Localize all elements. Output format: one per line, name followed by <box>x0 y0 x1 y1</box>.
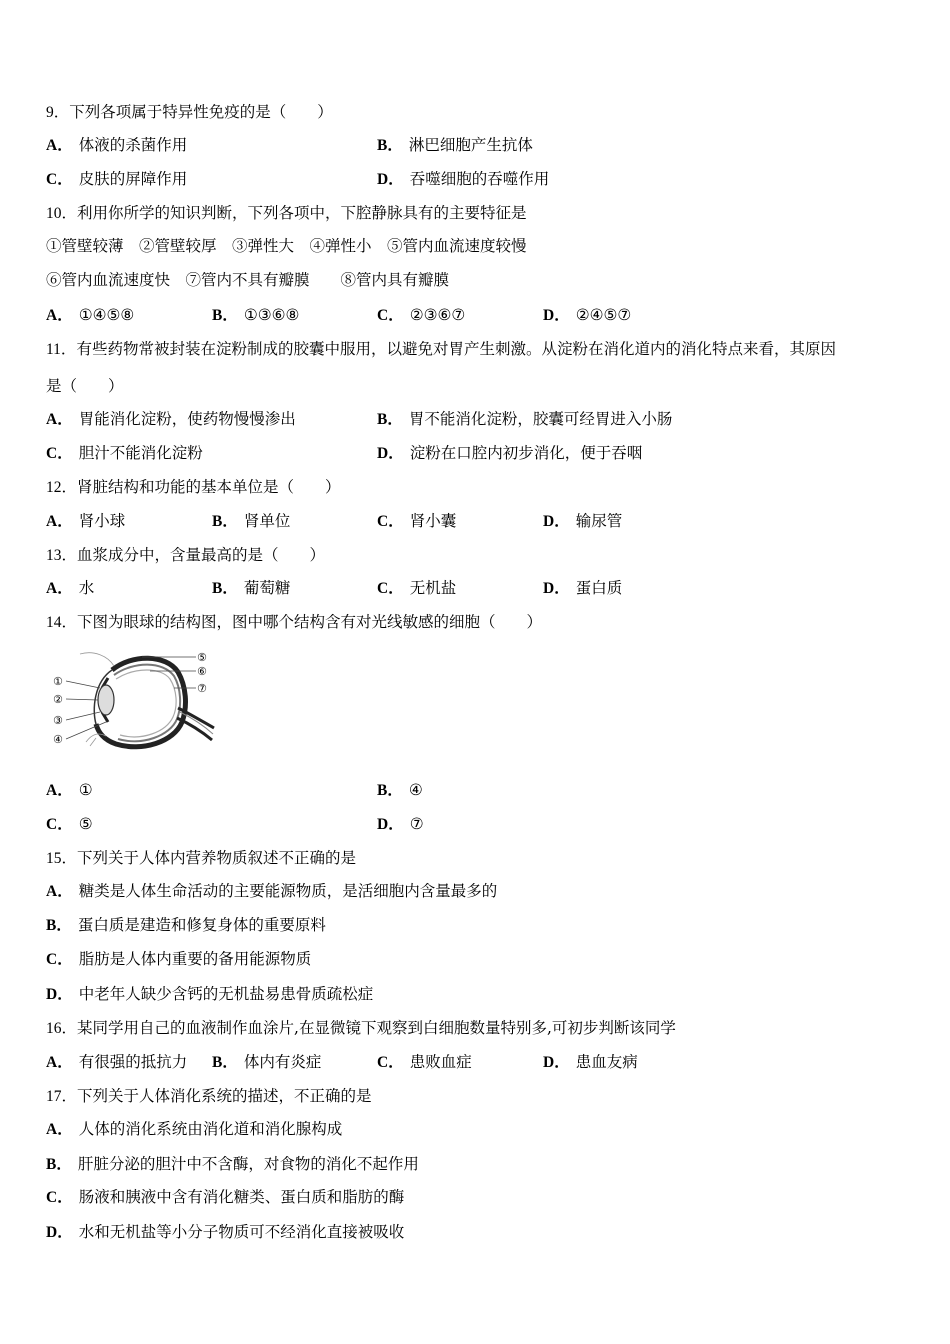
q11-stem: 11．有些药物常被封装在淀粉制成的胶囊中服用，以避免对胃产生刺激。从淀粉在消化道内的消化特点来看，其原因 <box>46 340 836 358</box>
q13-option-c[interactable]: C． 无机盐 <box>377 579 457 597</box>
q12-option-c[interactable]: C． 肾小囊 <box>377 512 457 530</box>
q10-features-line1: ①管壁较薄 ②管壁较厚 ③弹性大 ④弹性小 ⑤管内血流速度较慢 <box>46 237 527 255</box>
eye-label-5: ⑤ <box>197 651 207 664</box>
q14-option-c[interactable]: C． ⑤ <box>46 815 93 833</box>
q16-stem: 16．某同学用自己的血液制作血涂片,在显微镜下观察到白细胞数量特别多,可初步判断该同学 <box>46 1019 676 1037</box>
q16-option-d[interactable]: D． 患血友病 <box>543 1053 638 1071</box>
eyeball-diagram <box>50 648 215 754</box>
q11-stem-cont: 是（ ） <box>46 377 124 395</box>
q17-option-c[interactable]: C． 肠液和胰液中含有消化糖类、蛋白质和脂肪的酶 <box>46 1188 405 1206</box>
q10-features-line2: ⑥管内血流速度快 ⑦管内不具有瓣膜 ⑧管内具有瓣膜 <box>46 271 450 289</box>
eye-label-4: ④ <box>53 733 63 746</box>
q12-option-b[interactable]: B． 肾单位 <box>212 512 291 530</box>
q13-option-a[interactable]: A． 水 <box>46 579 95 597</box>
q17-option-a[interactable]: A． 人体的消化系统由消化道和消化腺构成 <box>46 1120 343 1138</box>
q9-option-b[interactable]: B． 淋巴细胞产生抗体 <box>377 136 533 154</box>
eye-label-2: ② <box>53 693 63 706</box>
q11-option-d[interactable]: D． 淀粉在口腔内初步消化，便于吞咽 <box>377 444 643 462</box>
q16-option-c[interactable]: C． 患败血症 <box>377 1053 472 1071</box>
q17-option-b[interactable]: B． 肝脏分泌的胆汁中不含酶，对食物的消化不起作用 <box>46 1155 419 1173</box>
q9-stem: 9．下列各项属于特异性免疫的是（ ） <box>46 103 333 121</box>
q16-option-a[interactable]: A． 有很强的抵抗力 <box>46 1053 188 1071</box>
q11-option-c[interactable]: C． 胆汁不能消化淀粉 <box>46 444 203 462</box>
q13-option-b[interactable]: B． 葡萄糖 <box>212 579 291 597</box>
eye-label-1: ① <box>53 675 63 688</box>
q9-option-c[interactable]: C． 皮肤的屏障作用 <box>46 170 188 188</box>
q15-option-a[interactable]: A． 糖类是人体生命活动的主要能源物质，是活细胞内含量最多的 <box>46 882 498 900</box>
q10-stem: 10．利用你所学的知识判断，下列各项中，下腔静脉具有的主要特征是 <box>46 204 527 222</box>
q14-stem: 14．下图为眼球的结构图，图中哪个结构含有对光线敏感的细胞（ ） <box>46 613 543 631</box>
q12-option-d[interactable]: D． 输尿管 <box>543 512 623 530</box>
q10-option-a[interactable]: A． ①④⑤⑧ <box>46 306 135 324</box>
q13-option-d[interactable]: D． 蛋白质 <box>543 579 623 597</box>
q11-option-a[interactable]: A． 胃能消化淀粉，使药物慢慢渗出 <box>46 410 296 428</box>
q16-option-b[interactable]: B． 体内有炎症 <box>212 1053 322 1071</box>
q15-option-c[interactable]: C． 脂肪是人体内重要的备用能源物质 <box>46 950 312 968</box>
q17-stem: 17．下列关于人体消化系统的描述，不正确的是 <box>46 1087 372 1105</box>
eye-label-7: ⑦ <box>197 682 207 695</box>
q13-stem: 13．血浆成分中，含量最高的是（ ） <box>46 546 326 564</box>
q11-option-b[interactable]: B． 胃不能消化淀粉，胶囊可经胃进入小肠 <box>377 410 673 428</box>
q14-option-d[interactable]: D． ⑦ <box>377 815 424 833</box>
q15-stem: 15．下列关于人体内营养物质叙述不正确的是 <box>46 849 357 867</box>
eye-label-3: ③ <box>53 714 63 727</box>
q12-option-a[interactable]: A． 肾小球 <box>46 512 126 530</box>
q10-option-c[interactable]: C． ②③⑥⑦ <box>377 306 466 324</box>
q15-option-d[interactable]: D． 中老年人缺少含钙的无机盐易患骨质疏松症 <box>46 985 374 1003</box>
q14-option-a[interactable]: A． ① <box>46 781 93 799</box>
q15-option-b[interactable]: B． 蛋白质是建造和修复身体的重要原料 <box>46 916 326 934</box>
q14-option-b[interactable]: B． ④ <box>377 781 423 799</box>
q10-option-d[interactable]: D． ②④⑤⑦ <box>543 306 632 324</box>
q9-option-a[interactable]: A． 体液的杀菌作用 <box>46 136 188 154</box>
eye-label-6: ⑥ <box>197 665 207 678</box>
q17-option-d[interactable]: D． 水和无机盐等小分子物质可不经消化直接被吸收 <box>46 1223 405 1241</box>
q12-stem: 12．肾脏结构和功能的基本单位是（ ） <box>46 478 341 496</box>
q9-option-d[interactable]: D． 吞噬细胞的吞噬作用 <box>377 170 550 188</box>
q10-option-b[interactable]: B． ①③⑥⑧ <box>212 306 300 324</box>
